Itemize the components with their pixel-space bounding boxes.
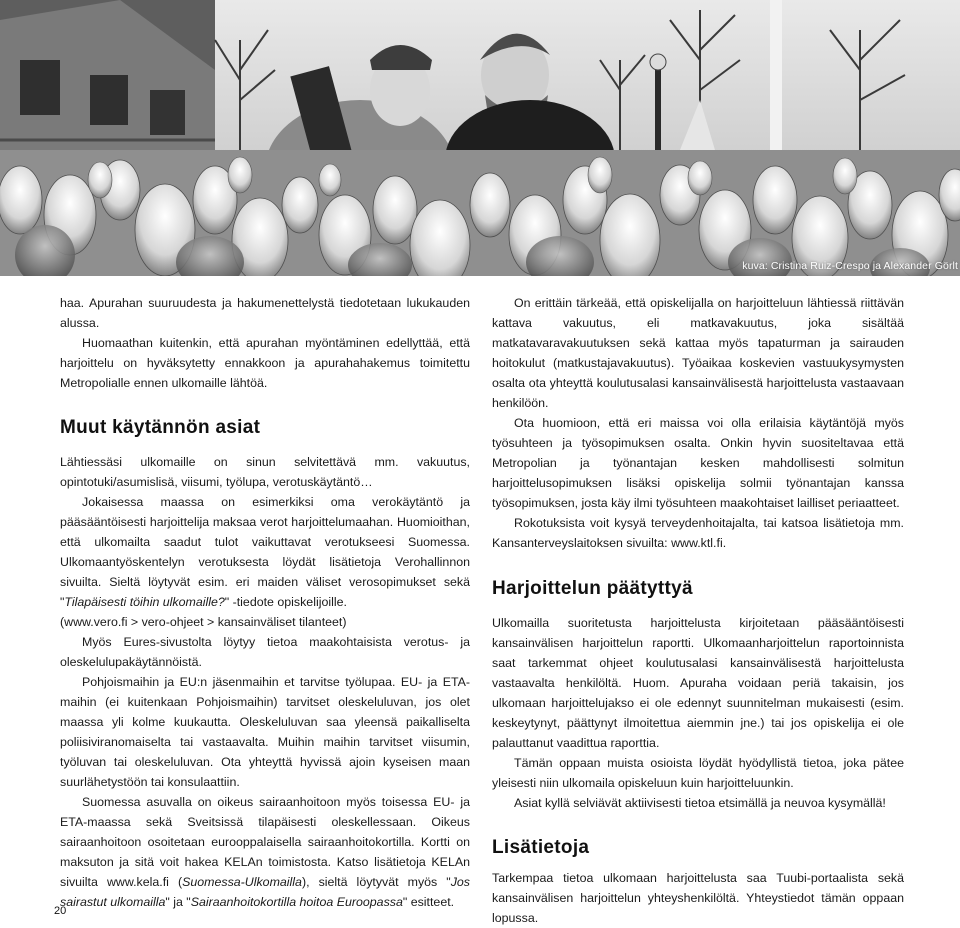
section-heading: Lisätietoja [492,837,590,858]
paragraph: Suomessa asuvalla on oikeus sairaanhoitoon myös toisessa EU- ja ETA-maassa sekä Sveitsissä tilapäisesti oleskellessaan. Oikeus sairaanhoitoon osoitetaan eurooppalaisella sairaanhoitokortilla. Kortti on maksuton ja sitä voit hakea KELAn toimistosta. Katso lisätietoja KELAn sivuilta www.kela.fi (Suomessa-Ulkomailla), sieltä löytyvät myös "Jos sairastut ulkomailla" ja "Sairaanhoitokortilla hoitoa Euroopassa" esitteet. [60,795,470,909]
photo-illustration [0,0,960,276]
paragraph: Tarkempaa tietoa ulkomaan harjoittelusta saa Tuubi-portaalista sekä kansainvälisen harjoittelun yhteyshenkilöltä. Yhteystiedot tämän oppaan lopussa. [492,871,904,925]
paragraph: Myös Eures-sivustolta löytyy tietoa maakohtaisista verotus- ja oleskelulupakäytännöistä. [60,635,470,669]
paragraph: haa. Apurahan suuruudesta ja hakumenettelystä tiedotetaan lukukauden alussa. [60,296,470,330]
paragraph: Ota huomioon, että eri maissa voi olla erilaisia käytäntöjä myös työsuhteen ja työsopimuksen osalta. Onkin hyvin suositeltavaa että Metropolian ja työnantajan kesken mahdollisesti solmitun harjoittelusopimuksen lisäksi opiskelija solmii työnantajan kanssa työsopimuksen, josta käy ilmi työsuhteen maakohtaiset lailliset periaatteet. [492,416,904,510]
section-heading: Muut käytännön asiat [60,417,261,438]
paragraph: Rokotuksista voit kysyä terveydenhoitajalta, tai katsoa lisätietoja mm. Kansanterveyslaitoksen sivuilta: www.ktl.fi. [492,516,904,550]
paragraph: Huomaathan kuitenkin, että apurahan myöntäminen edellyttää, että harjoittelu on hyväksytetty ennakkoon ja apurahahakemus toimitettu Metropolialle ennen ulkomaille lähtöä. [60,336,470,390]
left-column [60,293,470,912]
crocus-field [0,150,960,276]
paragraph: Pohjoismaihin ja EU:n jäsenmaihin et tarvitse työlupaa. EU- ja ETA-maihin (ei kuitenkaan Pohjoismaihin) tarvitset oleskeluluvan, jos olet maassa yli kolme kuukautta. Oleskeluluvan saa yleensä paikalliselta poliisiviranomaiselta tai vastaavalta. Muihin maihin tarvitset viisumin, työluvan tai oleskeluluvan. Ota yhteyttä hyvissä ajoin kyseisen maan suurlähetystöön tai konsulaattiin. [60,675,470,789]
right-column [492,293,904,928]
header-photo [0,0,960,276]
paragraph: Lähtiessäsi ulkomaille on sinun selvitettävä mm. vakuutus, opintotuki/asumislisä, viisumi, työlupa, verotuskäytäntö… [60,455,470,489]
paragraph: On erittäin tärkeää, että opiskelijalla on harjoitteluun lähtiessä riittävän kattava vakuutus, eli matkavakuutus, joka sisältää matkatavaravakuutuksen sekä kattaa myös tapaturman ja sairauden hoitokulut (matkustajavakuutus). Työaikaa koskevien vastuukysymysten osalta ota yhteyttä koulutusalasi kansainvälisestä harjoittelusta vastaavaan henkilöön. [492,296,904,410]
photo-credit: kuva: Cristina Ruiz-Crespo ja Alexander Görlt [742,260,958,272]
page-number: 20 [54,905,67,917]
paragraph: Asiat kyllä selviävät aktiivisesti tietoa etsimällä ja neuvoa kysymällä! [514,796,886,810]
paragraph: Tämän oppaan muista osioista löydät hyödyllistä tietoa, joka pätee yleisesti niin ulkomaila opiskeluun kuin harjoitteluunkin. [492,756,904,790]
building [0,0,215,150]
paragraph: Jokaisessa maassa on esimerkiksi oma verokäytäntö ja pääsääntöisesti harjoittelija maksaa verot harjoittelumaahan. Huomioithan, että ulkomailta saadut tulot vaikuttavat verotukseesi Suomessa. Ulkomaantyöskentelyn verotuksesta löydät lisätietoja Verohallinnon sivuilta. Sieltä löytyvät esim. eri maiden väliset verosopimukset sekä "Tilapäisesti töihin ulkomaille?" -tiedote opiskelijoille. [60,495,470,609]
section-heading: Harjoittelun päätyttyä [492,578,693,599]
paragraph: Ulkomailla suoritetusta harjoittelusta kirjoitetaan pääsääntöisesti kansainvälisen harjoittelun raportti. Ulkomaanharjoittelun raportoinnista saat tarkemmat ohjeet koulutusalasi kansainvälisestä harjoittelusta vastaavalta henkilöltä. Huom. Apuraha voidaan periä takaisin, jos ulkomaan harjoittelujakso ei ole edennyt suunnitelman mukaisesti (esim. keskeytynyt, päättynyt ilmoitettua aiemmin jne.) tai jos opiskelija ei ole palauttanut vaadittua raporttia. [492,616,904,750]
paragraph: (www.vero.fi > vero-ohjeet > kansainväliset tilanteet) [60,615,347,629]
